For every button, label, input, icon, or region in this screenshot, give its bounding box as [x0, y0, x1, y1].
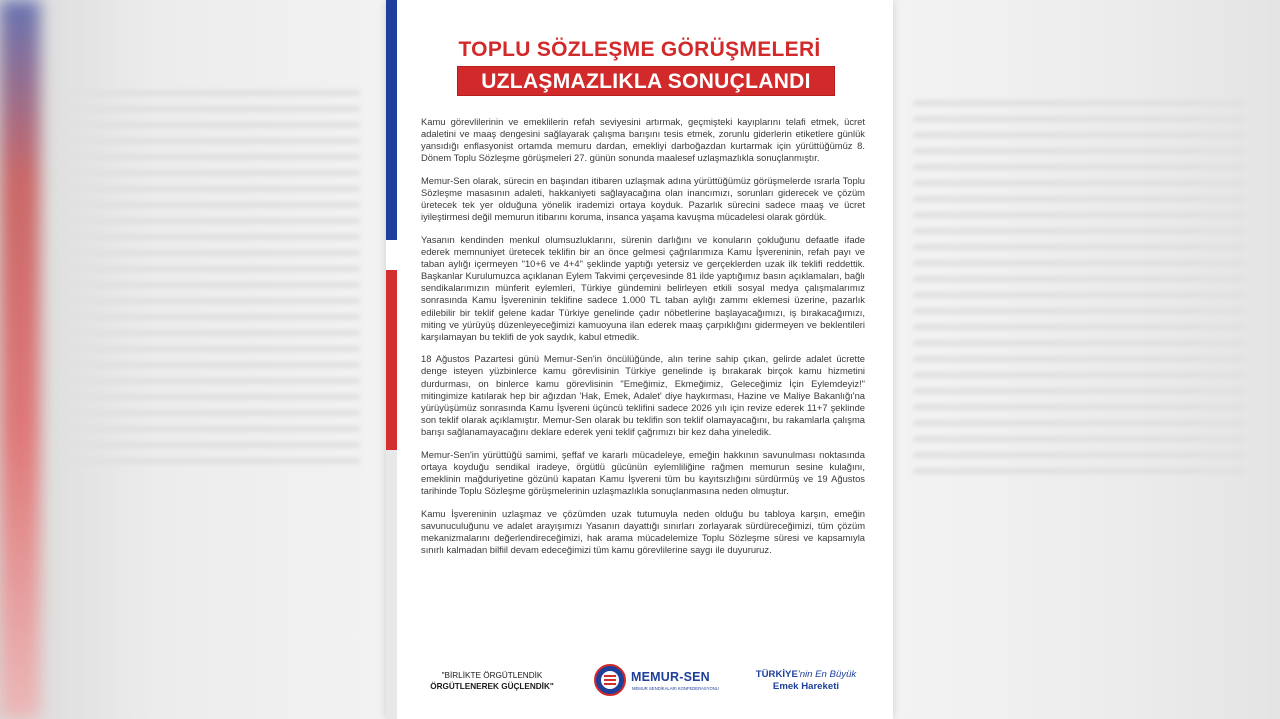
headline-line-1: TOPLU SÖZLEŞME GÖRÜŞMELERİ [458, 38, 821, 61]
memur-sen-emblem-icon [594, 664, 626, 696]
paragraph-6: Kamu İşvereninin uzlaşmaz ve çözümden uzak tutumuyla neden olduğu bu tabloya karşın, emeğin savunuculuğunu ve adalet arayışımızı Yasanın dayattığı sınırları zorlayarak sürdüreceğimizi, tüm çözüm mekanizmalarını değerlendireceğimizi, hak arama mücadelemize Toplu Sözleşme süresi ve kapsamıyla sınırlı kalmadan bilfiil devam edeceğimizi tüm kamu görevlilerine saygı ile duyururuz. [421, 507, 865, 555]
paragraph-1: Kamu görevlilerinin ve emeklilerin refah seviyesini artırmak, geçmişteki kayıplarını telafi etmek, ücret adaletini ve maaş dengesini sağlayarak çalışma barışını tesis etmek, zorunlu giderlerin etiketlere günlük yansıdığı enflasyonist ortamda memuru dardan, emekliyi darboğazdan kurtarmak için yürüttüğümüz 8. Dönem Toplu Sözleşme görüşmeleri 27. günün sonunda maalesef uzlaşmazlıkla sonuçlanmıştır. [421, 116, 865, 164]
logo-subtitle: MEMUR SENDİKALARI KONFEDERASYONU [632, 686, 719, 691]
blurred-background-right [893, 0, 1280, 719]
slogan [422, 670, 562, 692]
press-release-document [386, 0, 893, 719]
logo-name: MEMUR-SEN [631, 670, 710, 684]
tagline [746, 669, 866, 693]
flag-stripe [386, 0, 397, 719]
tagline-rest: 'nin En Büyük [797, 669, 857, 680]
blurred-stripe [0, 0, 40, 719]
paragraph-4: 18 Ağustos Pazartesi günü Memur-Sen'in öncülüğünde, alın terine sahip çıkan, gelirde adalet ücrette denge isteyen yüzbinlerce kamu görevlisinin Türkiye genelinde iş bırakarak birçok kamu hizmetini durdurması, on binlerce kamu görevlisinin "Emeğimiz, Ekmeğimiz, Geleceğimiz İçin Eylemdeyiz!" mitingimize katılarak hep bir ağızdan 'Hak, Emek, Adalet' diye haykırması, Hazine ve Maliye Bakanlığı'na yürüyüşümüz sonrasında Kamu İşvereni üçüncü teklifini sadece 2026 yılı için revize ederek 11+7 şeklinde son teklif olarak açıklamıştır. Memur-Sen olarak bu teklifin son teklif olamayacağını, bu rakamlarla çalışma barışı sağlanamayacağını deklare ederek yeni teklif çağrımızı bir kez daha yineledik. [421, 353, 865, 437]
tagline-country: TÜRKİYE [755, 669, 798, 680]
headline-line-2: UZLAŞMAZLIKLA SONUÇLANDI [457, 66, 835, 96]
blurred-text-lines [913, 100, 1243, 484]
memur-sen-logo [594, 664, 719, 700]
blurred-background-left [0, 0, 386, 719]
paragraph-2: Memur-Sen olarak, sürecin en başından itibaren uzlaşmak adına yürüttüğümüz görüşmelerde ısrarla Toplu Sözleşme masasının adaleti, hakkaniyeti sağlayacağına olan inancımızı, sorunları giderecek ve çözüm üretecek tek yer olduğuna yönelik irademizi ortaya koyduk. Pazarlık sürecini sadece maaş ve ücret iyileştirmesi değil memurun itibarını koruma, insanca yaşama kavuşma mücadelesi olarak gördük. [421, 174, 865, 223]
blurred-text-lines [60, 90, 360, 474]
document-footer [386, 660, 893, 704]
paragraph-5: Memur-Sen'in yürüttüğü samimi, şeffaf ve kararlı mücadeleye, emeğin hakkının savunulması noktasında ortaya koyduğu sendikal iradeye, örgütlü gücünün eylemliliğine rağmen memurun sesine kulağını, emeklinin mağduriyetine gözünü kapatan Kamu İşvereni tüm bu kayıtsızlığını sürdürmüş ve 19 Ağustos tarihinde Toplu Sözleşme görüşmelerinin uzlaşmazlıkla sonuçlanmasına neden olmuştur. [421, 448, 865, 496]
slogan-line-2: ÖRGÜTLENEREK GÜÇLENDİK" [430, 682, 554, 691]
paragraph-3: Yasanın kendinden menkul olumsuzluklarını, sürenin darlığını ve konuların çokluğunu defaatle ifade ederek memnuniyet üretecek teklifin bir an önce gelmesi çağrılarımıza Kamu İşvereninin, refah payı ve taban aylığı içermeyen "10+6 ve 4+4" şeklinde yaptığı yetersiz ve gerçeklerden uzak ilk teklifi reddettik. Başkanlar Kurulumuzca açıklanan Eylem Takvimi çerçevesinde 81 ilde yaptığımız basın açıklamaları, bağlı sendikalarımızın münferit eylemleri, Türkiye gündemini belirleyen etkili sosyal medya çalışmalarımız sonrasında Kamu İşvereninin teklifine sadece 1.000 TL taban aylığı zammı eklemesi üzerine, pazarlık edilebilir bir teklif gelene kadar Türkiye genelinde çadır nöbetlerine başlayacağımızı, iş bırakacağımızı, miting ve yürüyüş düzenleyeceğimizi kamuoyuna ilan ederek maaş çarpıklığını gidermeyen ve beklentileri karşılamayan bu teklifi de yok saydık, kabul etmedik. [421, 233, 865, 342]
document-body [421, 116, 865, 567]
tagline-line-2: Emek Hareketi [772, 681, 840, 692]
slogan-line-1: "BİRLİKTE ÖRGÜTLENDİK [441, 671, 543, 680]
